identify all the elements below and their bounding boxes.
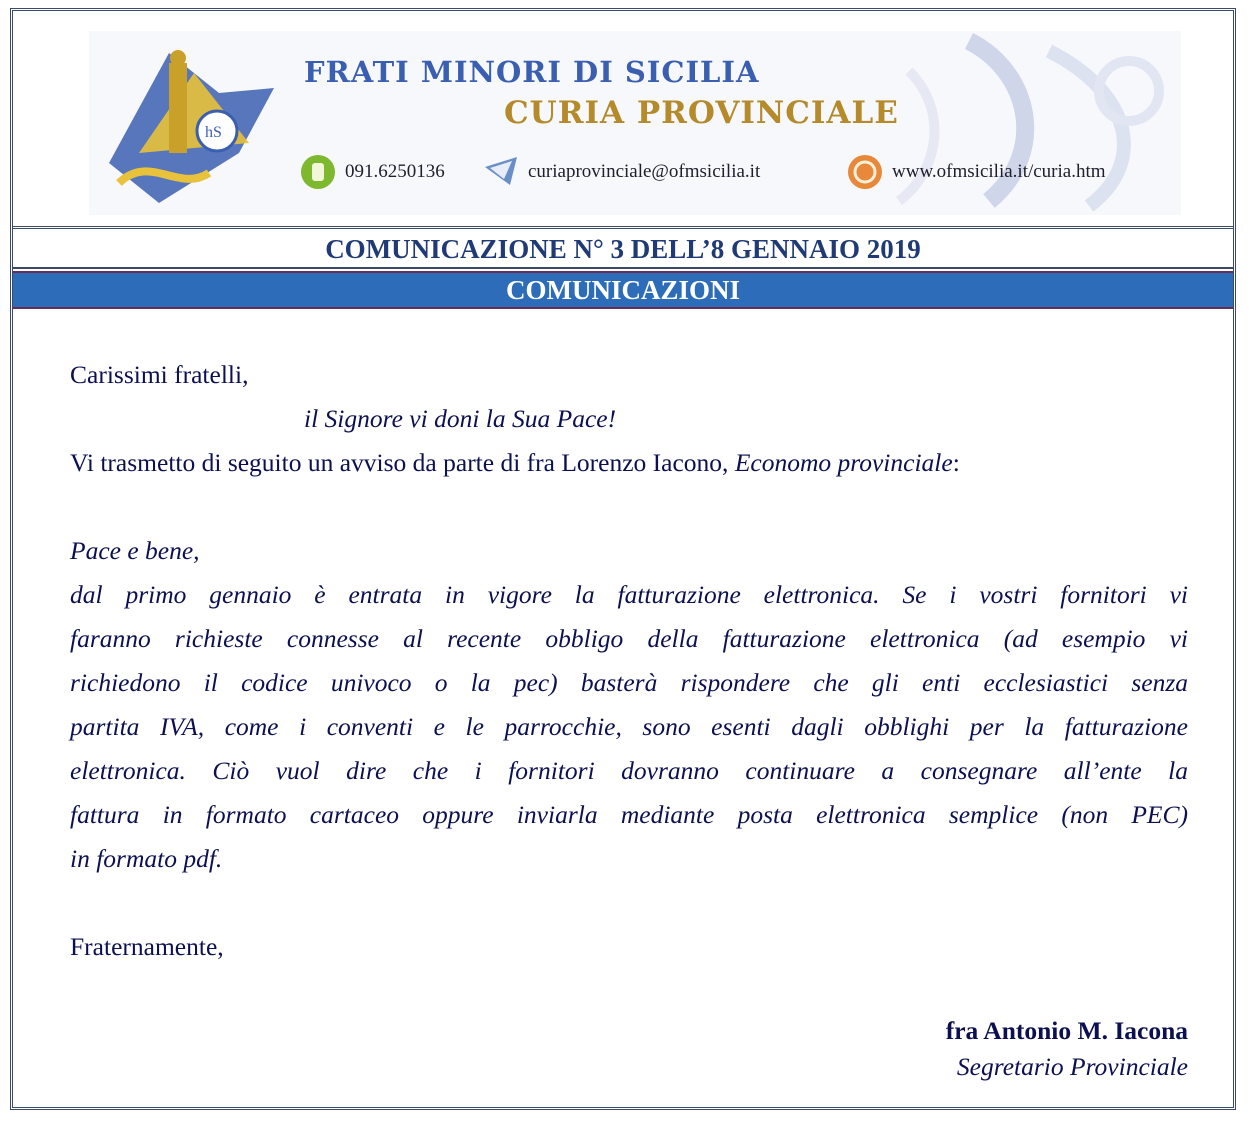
quote-line: richiedono il codice univoco o la pec) basterà rispondere che gli enti ecclesiastici senza — [70, 668, 1188, 697]
document-frame — [10, 8, 1236, 1110]
letterhead-banner — [89, 31, 1181, 215]
section-bar: COMUNICAZIONI — [13, 271, 1233, 309]
phone-number: 091.6250136 — [345, 161, 445, 182]
website-contact — [846, 153, 1106, 191]
quote-last-line: in formato pdf. — [70, 844, 223, 873]
communication-title: COMUNICAZIONE N° 3 DELL’8 GENNAIO 2019 — [13, 229, 1233, 269]
quote-line: dal primo gennaio è entrata in vigore la fatturazione elettronica. Se i vostri fornitori vi — [70, 580, 1188, 609]
quote-line: partita IVA, come i conventi e le parrocchie, sono esenti dagli obblighi per la fatturazione — [70, 712, 1188, 741]
intro-text: Vi trasmetto di seguito un avviso da parte di fra Lorenzo Iacono, — [70, 448, 735, 477]
globe-icon — [846, 153, 884, 191]
signature-role: Segretario Provinciale — [956, 1052, 1188, 1081]
province-logo — [99, 33, 289, 213]
intro-role: Economo provinciale — [734, 448, 953, 477]
signature-name: fra Antonio M. Iacona — [945, 1016, 1188, 1045]
quote-line: elettronica. Ciò vuol dire che i fornitori dovranno continuare a consegnare all’ente la — [70, 756, 1188, 785]
email-icon — [482, 153, 520, 191]
intro-paragraph — [70, 441, 1188, 485]
letter-body — [70, 353, 1188, 1085]
email-address: curiaprovinciale@ofmsicilia.it — [528, 161, 761, 182]
logo-text: hS — [205, 124, 222, 141]
intro-end: : — [952, 448, 960, 477]
signature-block — [70, 1013, 1188, 1085]
letterhead — [13, 11, 1233, 229]
phone-icon — [299, 153, 337, 191]
email-contact — [482, 153, 760, 191]
blessing: il Signore vi doni la Sua Pace! — [304, 404, 617, 433]
quote-line: faranno richieste connesse al recente obbligo della fatturazione elettronica (ad esempio vi — [70, 624, 1188, 653]
closing: Fraternamente, — [70, 932, 224, 961]
letterhead-title-line2: CURIA PROVINCIALE — [504, 95, 899, 131]
website-url: www.ofmsicilia.it/curia.htm — [892, 161, 1106, 182]
quote-line: fattura in formato cartaceo oppure inviarla mediante posta elettronica semplice (non PEC) — [70, 800, 1188, 829]
quote-greeting: Pace e bene, — [70, 536, 200, 565]
letterhead-title-line1: FRATI MINORI DI SICILIA — [304, 55, 760, 89]
phone-contact — [299, 153, 445, 191]
salutation: Carissimi fratelli, — [70, 360, 249, 389]
